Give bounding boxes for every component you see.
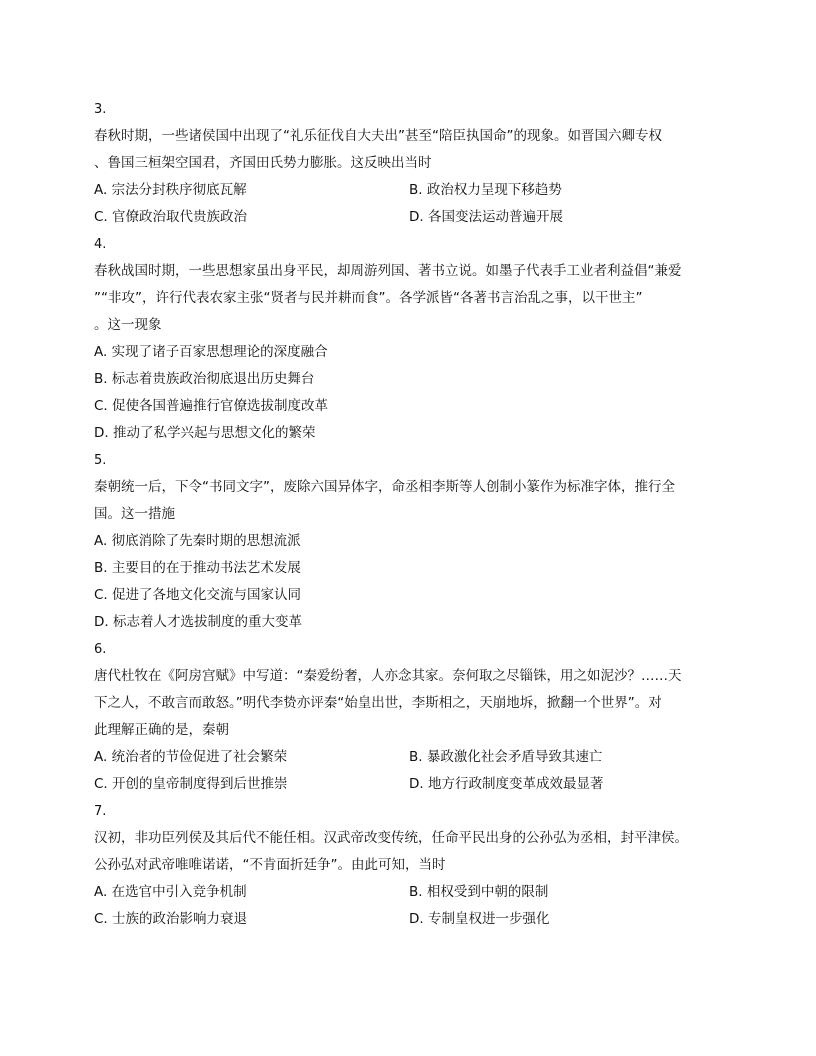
- option-row: [94, 204, 724, 231]
- question-stem-line: ”“非攻”，许行代表农家主张“贤者与民并耕而食”。各学派皆“各著书言治乱之事，以干世主”: [94, 290, 643, 306]
- question-number: 4.: [94, 237, 107, 252]
- option-d[interactable]: D. 地方行政制度变革成效最显著: [409, 776, 604, 792]
- option-d[interactable]: D. 各国变法运动普遍开展: [409, 209, 563, 225]
- question-stem-line: 此理解正确的是，秦朝: [94, 722, 229, 738]
- question-stem-line: 。这一现象: [94, 317, 162, 333]
- question-stem-line: 唐代杜牧在《阿房宫赋》中写道：“秦爱纷奢，人亦念其家。奈何取之尽锱铢，用之如泥沙？……天: [94, 668, 682, 684]
- option-b[interactable]: B. 政治权力呈现下移趋势: [409, 182, 562, 198]
- question-5: [94, 447, 724, 636]
- option-d[interactable]: D. 专制皇权进一步强化: [409, 911, 550, 927]
- question-stem-line: 春秋战国时期，一些思想家虽出身平民，却周游列国、著书立说。如墨子代表手工业者利益倡“兼爱: [94, 263, 682, 279]
- question-stem-line: 秦朝统一后，下令“书同文字”，废除六国异体字，命丞相李斯等人创制小篆作为标准字体，推行全: [94, 479, 675, 495]
- question-6: [94, 636, 724, 798]
- option-b[interactable]: B. 暴政激化社会矛盾导致其速亡: [409, 749, 603, 765]
- option-a[interactable]: A. 统治者的节俭促进了社会繁荣: [94, 749, 288, 765]
- question-number: 5.: [94, 453, 107, 468]
- option-c[interactable]: C. 促进了各地文化交流与国家认同: [94, 587, 302, 603]
- option-row: [94, 906, 724, 933]
- option-c[interactable]: C. 官僚政治取代贵族政治: [94, 209, 248, 225]
- exam-page: [94, 96, 724, 933]
- question-7: [94, 798, 724, 933]
- option-c[interactable]: C. 开创的皇帝制度得到后世推崇: [94, 776, 288, 792]
- option-row: [94, 744, 724, 771]
- question-number: 6.: [94, 642, 107, 657]
- option-d[interactable]: D. 标志着人才选拔制度的重大变革: [94, 614, 302, 630]
- option-d[interactable]: D. 推动了私学兴起与思想文化的繁荣: [94, 425, 316, 441]
- question-number: 7.: [94, 804, 107, 819]
- option-c[interactable]: C. 士族的政治影响力衰退: [94, 911, 248, 927]
- option-c[interactable]: C. 促使各国普遍推行官僚选拔制度改革: [94, 398, 329, 414]
- question-number: 3.: [94, 102, 107, 117]
- option-b[interactable]: B. 主要目的在于推动书法艺术发展: [94, 560, 301, 576]
- question-stem-line: 下之人，不敢言而敢怒。”明代李贽亦评秦“始皇出世，李斯相之，天崩地坼，掀翻一个世界”。对: [94, 695, 662, 711]
- question-stem-line: 、鲁国三桓架空国君，齐国田氏势力膨胀。这反映出当时: [94, 155, 432, 171]
- option-row: [94, 771, 724, 798]
- option-a[interactable]: A. 在选官中引入竞争机制: [94, 884, 247, 900]
- option-a[interactable]: A. 实现了诸子百家思想理论的深度融合: [94, 344, 328, 360]
- option-b[interactable]: B. 标志着贵族政治彻底退出历史舞台: [94, 371, 315, 387]
- question-stem-line: 春秋时期，一些诸侯国中出现了“礼乐征伐自大夫出”甚至“陪臣执国命”的现象。如晋国六卿专权: [94, 128, 662, 144]
- option-row: [94, 177, 724, 204]
- question-stem-line: 国。这一措施: [94, 506, 175, 522]
- question-stem-line: 公孙弘对武帝唯唯诺诺，“不肯面折廷争”。由此可知，当时: [94, 857, 446, 873]
- question-stem-line: 汉初，非功臣列侯及其后代不能任相。汉武帝改变传统，任命平民出身的公孙弘为丞相，封平津侯。: [94, 830, 688, 846]
- question-4: [94, 231, 724, 447]
- option-a[interactable]: A. 宗法分封秩序彻底瓦解: [94, 182, 247, 198]
- option-row: [94, 879, 724, 906]
- option-a[interactable]: A. 彻底消除了先秦时期的思想流派: [94, 533, 301, 549]
- question-3: [94, 96, 724, 231]
- option-b[interactable]: B. 相权受到中朝的限制: [409, 884, 549, 900]
